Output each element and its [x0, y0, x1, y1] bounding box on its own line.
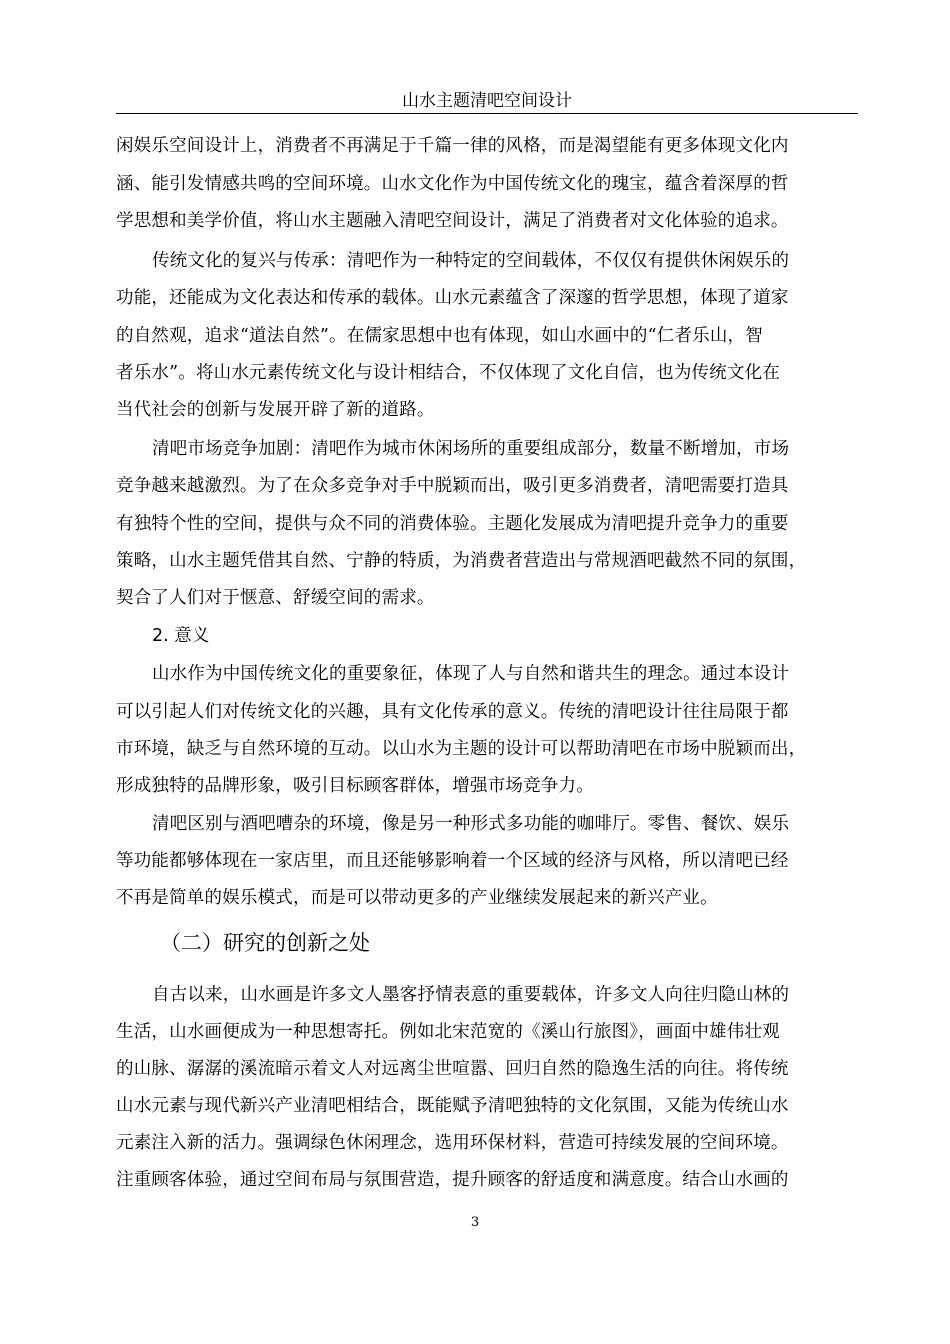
body-line: 市环境，缺乏与自然环境的互动。以山水为主题的设计可以帮助清吧在市场中脱颖而出， [116, 739, 807, 759]
body-line: 元素注入新的活力。强调绿色休闲理念，选用环保材料，营造可持续发展的空间环境。 [116, 1133, 789, 1153]
body-line: 自古以来，山水画是许多文人墨客抒情表意的重要载体，许多文人向往归隐山林的 [152, 985, 790, 1005]
body-line: 生活，山水画便成为一种思想寄托。例如北宋范宽的《溪山行旅图》，画面中雄伟壮观 [116, 1022, 780, 1042]
page-number: 3 [470, 1215, 480, 1230]
body-line: 等功能都够体现在一家店里，而且还能够影响着一个区域的经济与风格，所以清吧已经 [116, 851, 789, 871]
body-line: 形成独特的品牌形象，吸引目标顾客群体，增强市场竞争力。 [116, 776, 594, 796]
body-line: 有独特个性的空间，提供与众不同的消费体验。主题化发展成为清吧提升竞争力的重要 [116, 514, 789, 534]
body-line: 闲娱乐空间设计上，消费者不再满足于千篇一律的风格，而是渴望能有更多体现文化内 [116, 136, 789, 156]
section-title: （二）研究的创新之处 [160, 931, 370, 955]
body-line: 竞争越来越激烈。为了在众多竞争对手中脱颖而出，吸引更多消费者，清吧需要打造具 [116, 476, 789, 496]
body-line: 不再是简单的娱乐模式，而是可以带动更多的产业继续发展起来的新兴产业。 [116, 888, 718, 908]
body-line: 者乐水”。将山水元素传统文化与设计相结合，不仅体现了文化自信，也为传统文化在 [116, 363, 781, 383]
body-line: 可以引起人们对传统文化的兴趣，具有文化传承的意义。传统的清吧设计往往局限于都 [116, 702, 789, 722]
body-line: 清吧市场竞争加剧：清吧作为城市休闲场所的重要组成部分，数量不断增加，市场 [152, 439, 790, 459]
body-line: 山水作为中国传统文化的重要象征，体现了人与自然和谐共生的理念。通过本设计 [152, 664, 790, 684]
body-line: 当代社会的创新与发展开辟了新的道路。 [116, 400, 435, 420]
body-line: 清吧区别与酒吧嘈杂的环境，像是另一种形式多功能的咖啡厅。零售、餐饮、娱乐 [152, 814, 790, 834]
body-line: 的山脉、潺潺的溪流暗示着文人对远离尘世喧嚣、回归自然的隐逸生活的向往。将传统 [116, 1059, 789, 1079]
body-line: 学思想和美学价值，将山水主题融入清吧空间设计，满足了消费者对文化体验的追求。 [116, 211, 789, 231]
subsection-heading: 2. 意义 [152, 626, 210, 646]
body-line: 功能，还能成为文化表达和传承的载体。山水元素蕴含了深邃的哲学思想，体现了道家 [116, 288, 789, 308]
body-line: 传统文化的复兴与传承：清吧作为一种特定的空间载体，不仅仅有提供休闲娱乐的 [152, 251, 790, 271]
header-divider [116, 113, 858, 114]
body-line: 山水元素与现代新兴产业清吧相结合，既能赋予清吧独特的文化氛围，又能为传统山水 [116, 1096, 789, 1116]
body-line: 注重顾客体验，通过空间布局与氛围营造，提升顾客的舒适度和满意度。结合山水画的 [116, 1170, 789, 1190]
body-line: 契合了人们对于惬意、舒缓空间的需求。 [116, 588, 435, 608]
body-line: 的自然观，追求“道法自然”。在儒家思想中也有体现，如山水画中的“仁者乐山，智 [116, 326, 763, 346]
body-line: 策略，山水主题凭借其自然、宁静的特质，为消费者营造出与常规酒吧截然不同的氛围， [116, 551, 807, 571]
body-line: 涵、能引发情感共鸣的空间环境。山水文化作为中国传统文化的瑰宝，蕴含着深厚的哲 [116, 174, 789, 194]
running-header: 山水主题清吧空间设计 [402, 91, 572, 111]
